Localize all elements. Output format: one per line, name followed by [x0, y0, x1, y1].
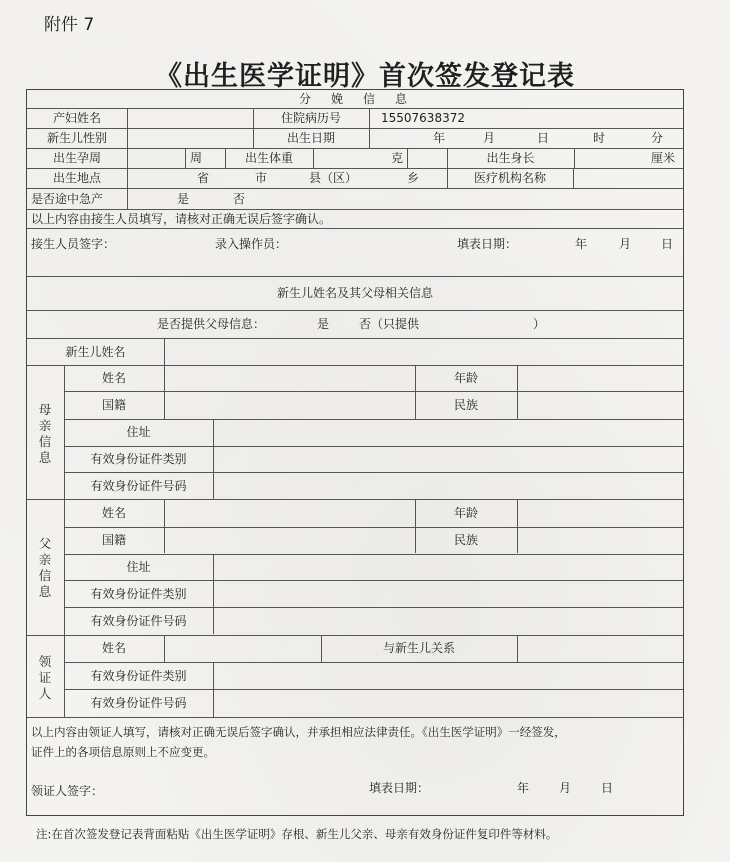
mother-ethnicity-label: 民族 — [453, 398, 478, 412]
father-id-no-label: 有效身份证件号码 — [90, 614, 187, 628]
minute-unit: 分 — [651, 131, 664, 145]
week-unit: 周 — [190, 151, 203, 165]
father-ethnicity-label: 民族 — [453, 533, 478, 547]
height-label: 出生身长 — [486, 151, 535, 165]
declaration-line-2: 证件上的各项信息原则上不应变更。 — [31, 745, 215, 759]
mother-name-label: 产妇姓名 — [52, 111, 101, 125]
midwife-confirm-text: 以上内容由接生人员填写，请核对正确无误后签字确认。 — [31, 212, 332, 226]
mother-nationality-label: 国籍 — [101, 398, 126, 412]
gram-unit: 克 — [391, 151, 404, 165]
mother-info-group-label: 母亲信息 — [38, 402, 52, 465]
hospital-no-value: 15507638372 — [381, 111, 465, 125]
county-unit: 县（区） — [309, 171, 358, 185]
section-delivery-heading: 分 娩 信 息 — [298, 92, 411, 106]
section-parents-heading: 新生儿姓名及其父母相关信息 — [276, 286, 433, 300]
date-year-2: 年 — [517, 781, 530, 795]
receiver-id-type-label: 有效身份证件类别 — [90, 669, 187, 683]
baby-name-label: 新生儿姓名 — [65, 345, 126, 359]
father-id-type-label: 有效身份证件类别 — [90, 587, 187, 601]
fill-date-label-1: 填表日期： — [457, 237, 518, 251]
mother-name-label-2: 姓名 — [101, 371, 126, 385]
attachment-label: 附件 7 — [44, 15, 95, 35]
emergency-yes[interactable]: 是 — [177, 192, 190, 206]
father-address-label: 住址 — [126, 560, 151, 574]
date-month-1: 月 — [619, 237, 632, 251]
month-unit: 月 — [483, 131, 496, 145]
day-unit: 日 — [537, 131, 550, 145]
footer-note: 注:在首次签发登记表背面粘贴《出生医学证明》存根、新生儿父亲、母亲有效身份证件复印件等材料。 — [36, 827, 558, 841]
father-name-label: 姓名 — [101, 506, 126, 520]
date-day-1: 日 — [661, 237, 674, 251]
operator-label: 录入操作员： — [215, 237, 288, 251]
receiver-sign-label: 领证人签字： — [31, 784, 104, 798]
close-paren: ） — [533, 317, 546, 331]
declaration-line-1: 以上内容由领证人填写，请核对正确无误后签字确认，并承担相应法律责任。《出生医学证明》一经签发， — [31, 725, 566, 739]
province-unit: 省 — [197, 171, 210, 185]
weight-label: 出生体重 — [244, 151, 293, 165]
receiver-relation-label: 与新生儿关系 — [382, 641, 455, 655]
gestation-label: 出生孕周 — [52, 151, 101, 165]
birth-date-label: 出生日期 — [286, 131, 335, 145]
year-unit: 年 — [433, 131, 446, 145]
cm-unit: 厘米 — [651, 151, 676, 165]
city-unit: 市 — [255, 171, 268, 185]
provide-parents-label: 是否提供父母信息： — [157, 317, 266, 331]
hospital-no-label: 住院病历号 — [280, 111, 341, 125]
mother-age-label: 年龄 — [453, 371, 478, 385]
receiver-name-label: 姓名 — [101, 641, 126, 655]
township-unit: 乡 — [407, 171, 420, 185]
date-month-2: 月 — [559, 781, 572, 795]
father-info-group-label: 父亲信息 — [38, 536, 52, 599]
mother-address-label: 住址 — [126, 425, 151, 439]
midwife-sign-label: 接生人员签字： — [31, 237, 116, 251]
hour-unit: 时 — [593, 131, 606, 145]
emergency-label: 是否途中急产 — [31, 192, 104, 206]
date-day-2: 日 — [601, 781, 614, 795]
receiver-id-no-label: 有效身份证件号码 — [90, 696, 187, 710]
fill-date-label-2: 填表日期： — [369, 781, 430, 795]
provide-parents-no[interactable]: 否（只提供 — [359, 317, 420, 331]
receiver-group-label: 领证人 — [38, 654, 52, 701]
emergency-no[interactable]: 否 — [233, 192, 246, 206]
baby-gender-label: 新生儿性别 — [46, 131, 107, 145]
father-nationality-label: 国籍 — [101, 533, 126, 547]
registration-form — [26, 89, 684, 816]
date-year-1: 年 — [575, 237, 588, 251]
mother-id-no-label: 有效身份证件号码 — [90, 479, 187, 493]
father-age-label: 年龄 — [453, 506, 478, 520]
institution-label: 医疗机构名称 — [473, 171, 546, 185]
mother-id-type-label: 有效身份证件类别 — [90, 452, 187, 466]
birthplace-label: 出生地点 — [52, 171, 101, 185]
form-title: 《出生医学证明》首次签发登记表 — [155, 61, 575, 92]
provide-parents-yes[interactable]: 是 — [317, 317, 330, 331]
